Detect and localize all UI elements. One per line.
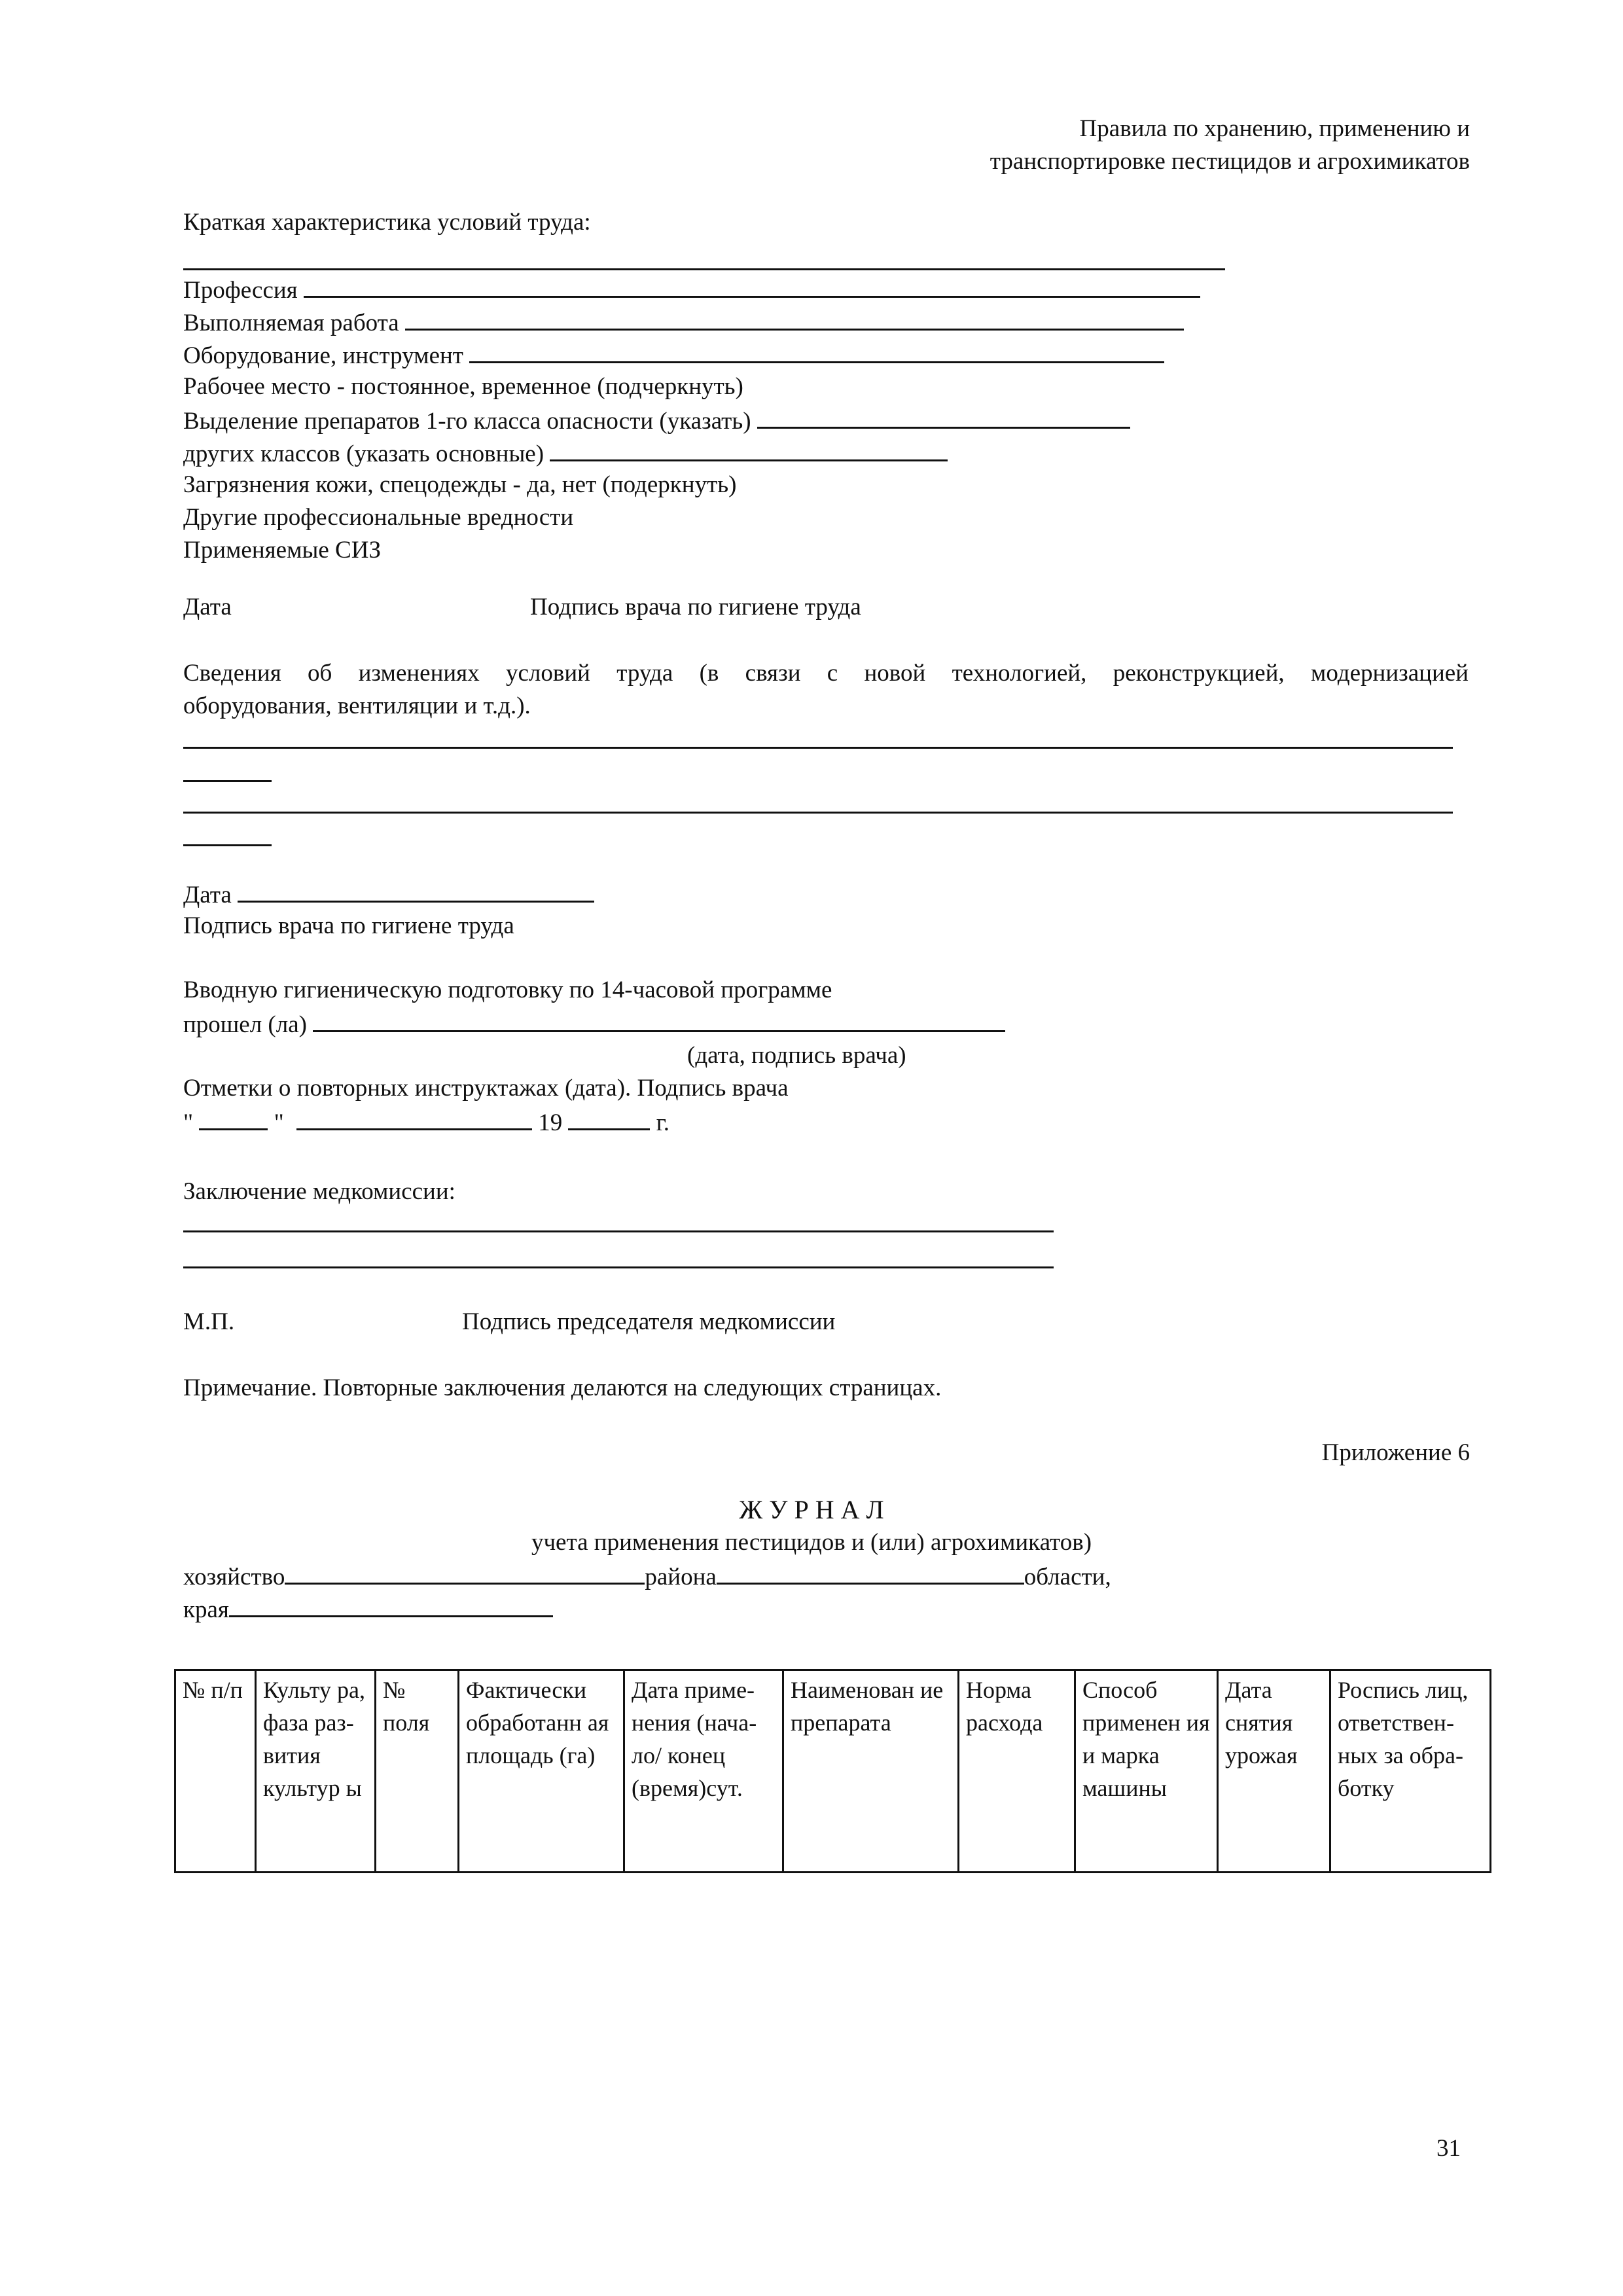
changes-text-1: Сведения об изменениях условий труда (в связи с новой технологией, реконструкцией, модернизацией <box>183 660 1469 687</box>
profession-label: Профессия <box>183 277 298 304</box>
work-blank <box>405 305 1184 331</box>
column-header: № п/п <box>175 1670 256 1873</box>
column-header: Фактически обработанн ая площадь (га) <box>459 1670 624 1873</box>
column-header: Норма расхода <box>959 1670 1075 1873</box>
training-label: прошел (ла) <box>183 1011 307 1038</box>
training-field <box>183 1007 1005 1041</box>
workplace-line: Рабочее место - постоянное, временное (подчеркнуть) <box>183 373 743 400</box>
territory-label: края <box>183 1596 229 1623</box>
year-blank <box>568 1105 650 1130</box>
changes-blank-line <box>183 780 272 782</box>
header-line-1: Правила по хранению, применению и <box>1079 115 1470 142</box>
other-hazards-line: Другие профессиональные вредности <box>183 504 574 531</box>
note-line: Примечание. Повторные заключения делаются на следующих страницах. <box>183 1374 942 1401</box>
journal-title: Ж У Р Н А Л <box>739 1495 884 1524</box>
hazard-class1-blank <box>757 403 1130 429</box>
district-label: района <box>645 1564 717 1590</box>
work-field <box>183 305 1184 340</box>
repeat-date-field <box>183 1105 669 1139</box>
header-line-2: транспортировке пестицидов и агрохимикатов <box>990 148 1470 175</box>
day-blank <box>199 1105 268 1130</box>
journal-subtitle: учета применения пестицидов и (или) агрохимикатов) <box>531 1529 1092 1556</box>
appendix-label: Приложение 6 <box>1321 1439 1470 1466</box>
work-label: Выполняемая работа <box>183 310 399 336</box>
repeat-instruction-line: Отметки о повторных инструктажах (дата). Подпись врача <box>183 1075 789 1102</box>
sign2-date-field <box>183 877 594 912</box>
region-label: области, <box>1024 1564 1111 1590</box>
blank-line <box>183 268 1225 270</box>
conditions-heading: Краткая характеристика условий труда: <box>183 209 591 236</box>
quote-close: " <box>274 1109 284 1136</box>
journal-table <box>174 1669 1491 1873</box>
other-classes-field <box>183 436 948 471</box>
ppe-line: Применяемые СИЗ <box>183 537 381 564</box>
other-classes-label: других классов (указать основные) <box>183 440 544 467</box>
stamp-label: М.П. <box>183 1308 235 1335</box>
changes-blank-line <box>183 747 1453 749</box>
territory-blank <box>229 1592 553 1617</box>
sign1-date: Дата <box>183 594 232 620</box>
commission-heading: Заключение медкомиссии: <box>183 1178 455 1205</box>
farm-label: хозяйство <box>183 1564 285 1590</box>
sign1-doctor: Подпись врача по гигиене труда <box>530 594 861 620</box>
territory-field <box>183 1592 553 1626</box>
equipment-field <box>183 338 1164 372</box>
year-suffix: г. <box>656 1109 669 1136</box>
changes-blank-line <box>183 812 1453 814</box>
district-blank <box>717 1559 1024 1585</box>
chair-signature: Подпись председателя медкомиссии <box>462 1308 836 1335</box>
equipment-blank <box>469 338 1164 363</box>
sign2-date-label: Дата <box>183 882 232 908</box>
changes-blank-line <box>183 844 272 846</box>
commission-blank-line <box>183 1266 1054 1268</box>
commission-blank-line <box>183 1230 1054 1232</box>
month-blank <box>296 1105 532 1130</box>
column-header: Дата приме- нения (нача-ло/ конец (время)сут. <box>624 1670 783 1873</box>
contamination-line: Загрязнения кожи, спецодежды - да, нет (подеркнуть) <box>183 471 737 498</box>
column-header: Способ применен ия и марка машины <box>1075 1670 1218 1873</box>
sign2-date-blank <box>238 877 594 903</box>
year-prefix: 19 <box>538 1109 563 1136</box>
hazard-class1-field <box>183 403 1130 438</box>
changes-text-2: оборудования, вентиляции и т.д.). <box>183 692 531 719</box>
quote-open: " <box>183 1109 194 1136</box>
column-header: Наименован ие препарата <box>783 1670 959 1873</box>
column-header: Роспись лиц, ответствен- ных за обра-ботку <box>1330 1670 1491 1873</box>
column-header: № поля <box>376 1670 459 1873</box>
hazard-class1-label: Выделение препаратов 1-го класса опасности (указать) <box>183 408 751 435</box>
sign2-doctor: Подпись врача по гигиене труда <box>183 912 514 939</box>
farm-region-field <box>183 1559 1111 1594</box>
column-header: Дата снятия урожая <box>1218 1670 1330 1873</box>
column-header: Культу ра, фаза раз- вития культур ы <box>256 1670 376 1873</box>
training-line-1: Вводную гигиеническую подготовку по 14-часовой программе <box>183 977 832 1003</box>
page-number: 31 <box>1436 2135 1461 2162</box>
equipment-label: Оборудование, инструмент <box>183 342 463 369</box>
profession-field <box>183 272 1200 307</box>
profession-blank <box>304 272 1200 298</box>
table-header-row <box>175 1670 1491 1873</box>
training-blank <box>313 1007 1005 1032</box>
farm-blank <box>285 1559 645 1585</box>
document-header <box>990 113 1470 178</box>
training-caption: (дата, подпись врача) <box>687 1042 906 1069</box>
other-classes-blank <box>550 436 948 461</box>
